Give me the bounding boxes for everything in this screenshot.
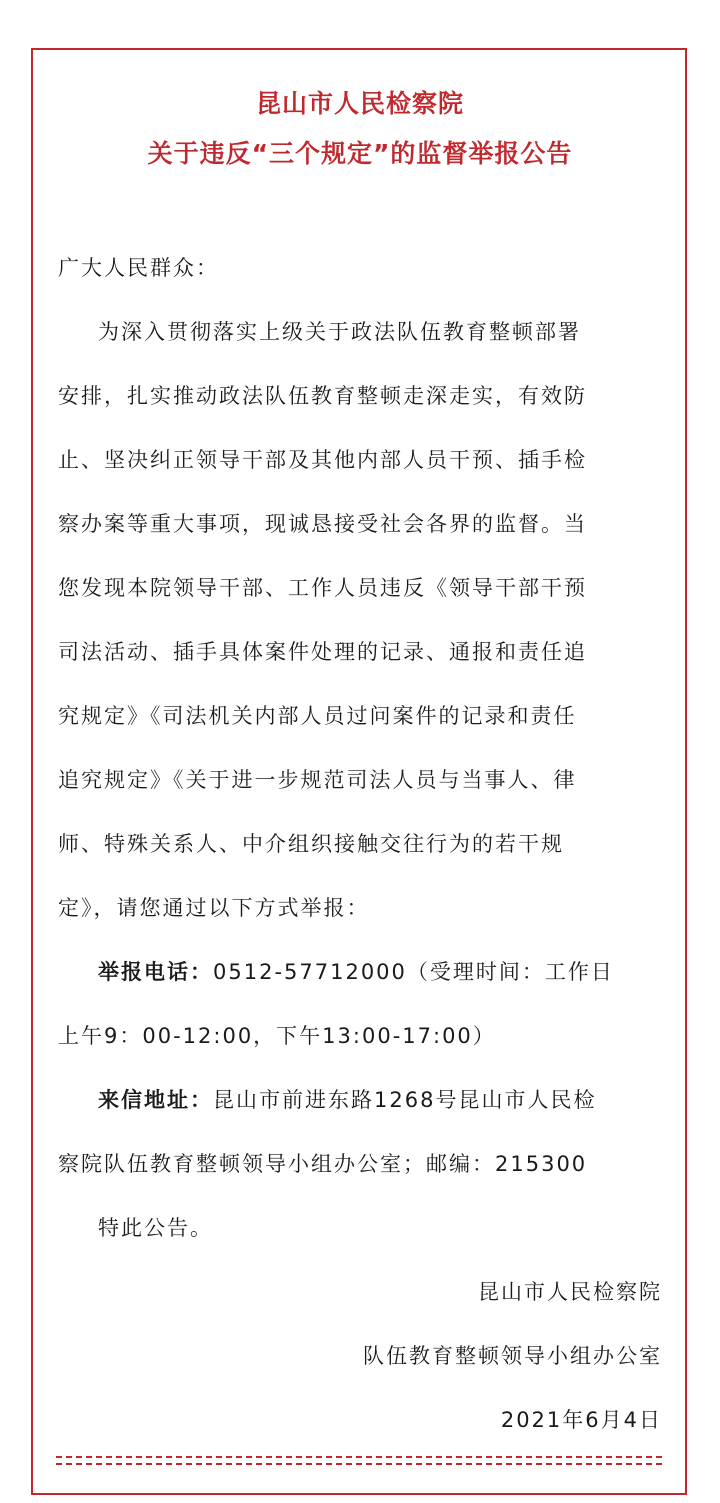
address-postcode-line: 察院队伍教育整顿领导小组办公室；邮编：215300 bbox=[58, 1152, 588, 1176]
notice-title-line2: 关于违反“三个规定”的监督举报公告 bbox=[147, 139, 573, 168]
paragraph-line: 定》，请您通过以下方式举报： bbox=[58, 896, 370, 920]
paragraph-line: 安排，扎实推动政法队伍教育整顿走深走实，有效防 bbox=[58, 384, 587, 408]
salutation: 广大人民群众： bbox=[58, 256, 219, 280]
paragraph-line: 您发现本院领导干部、工作人员违反《领导干部干预 bbox=[58, 576, 587, 600]
phone-value: 0512-57712000（受理时间：工作日 bbox=[213, 960, 614, 984]
address-label: 来信地址： bbox=[98, 1088, 213, 1112]
dashed-divider bbox=[56, 1456, 662, 1458]
paragraph-line: 司法活动、插手具体案件处理的记录、通报和责任追 bbox=[58, 640, 587, 664]
dashed-divider bbox=[56, 1463, 662, 1465]
address-value: 昆山市前进东路1268号昆山市人民检 bbox=[213, 1088, 597, 1112]
paragraph-line: 止、坚决纠正领导干部及其他内部人员干预、插手检 bbox=[58, 448, 587, 472]
signature-org: 昆山市人民检察院 bbox=[478, 1280, 662, 1304]
paragraph-line: 为深入贯彻落实上级关于政法队伍教育整顿部署 bbox=[98, 320, 581, 344]
paragraph-line: 究规定》《司法机关内部人员过问案件的记录和责任 bbox=[58, 704, 577, 728]
phone-label: 举报电话： bbox=[98, 960, 213, 984]
phone-hours-line: 上午9：00-12:00，下午13:00-17:00） bbox=[58, 1024, 496, 1048]
closing-text: 特此公告。 bbox=[98, 1216, 213, 1240]
notice-title-line1: 昆山市人民检察院 bbox=[255, 89, 464, 118]
signature-date: 2021年6月4日 bbox=[500, 1408, 662, 1432]
paragraph-line: 追究规定》《关于进一步规范司法人员与当事人、律 bbox=[58, 768, 577, 792]
phone-line bbox=[98, 956, 704, 986]
signature-office: 队伍教育整顿领导小组办公室 bbox=[363, 1344, 662, 1368]
address-line bbox=[98, 1084, 704, 1114]
paragraph-line: 察办案等重大事项，现诚恳接受社会各界的监督。当 bbox=[58, 512, 587, 536]
paragraph-line: 师、特殊关系人、中介组织接触交往行为的若干规 bbox=[58, 832, 564, 856]
